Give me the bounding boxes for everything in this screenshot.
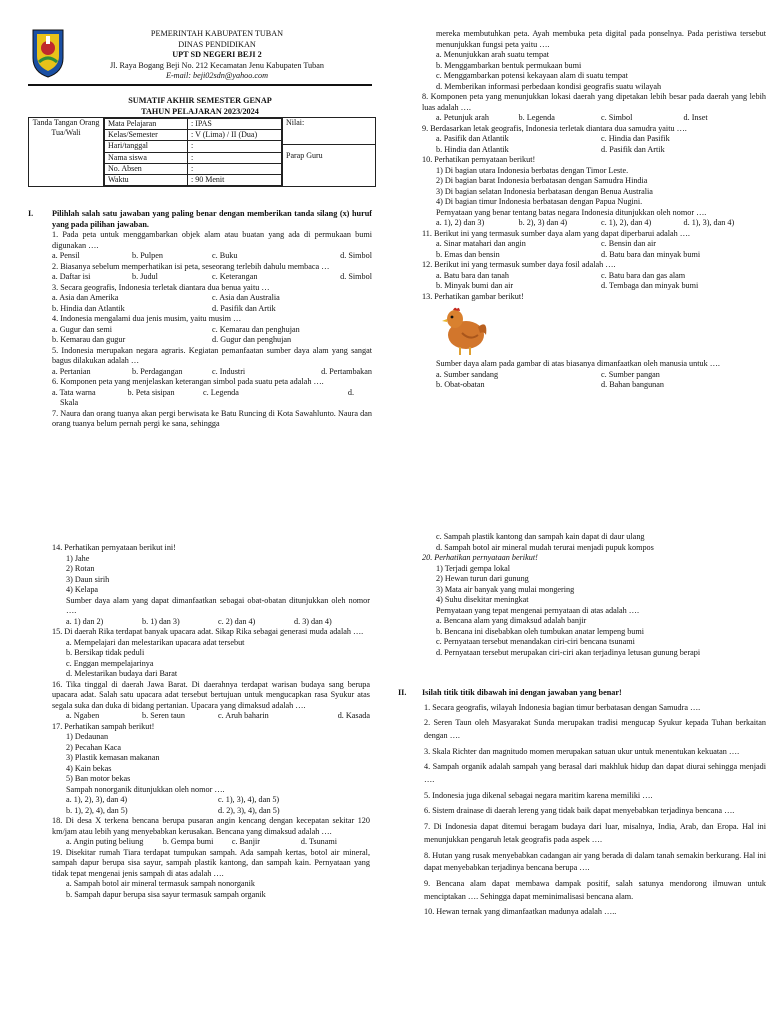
statement: 1) Terjadi gempa lokal <box>436 563 511 573</box>
option[interactable]: c. Menggambarkan potensi kekayaan alam di suatu tempat <box>436 71 628 80</box>
q17-prompt: Sampah nonorganik ditunjukkan oleh nomor …. <box>66 784 225 794</box>
q15-options <box>52 638 370 680</box>
q20-prompt: Pernyataan yang tepat mengenai pernyataan di atas adalah …. <box>436 605 640 615</box>
question-4: 4. Indonesia mengalami dua jenis musim, yaitu musim … <box>52 314 242 323</box>
question-7-continued: mereka membutuhkan peta. Ayah membuka peta digital pada ponselnya. Pada peristiwa tersebut menunjukkan fungsi peta yaitu …. <box>436 29 766 49</box>
option[interactable]: b. Seren taun <box>142 711 185 720</box>
question-11: 11. Berikut ini yang termasuk sumber daya alam yang dapat diperbarui adalah …. <box>422 228 690 238</box>
section-1-number: I. <box>28 209 34 218</box>
option[interactable]: b. Legenda <box>518 113 555 122</box>
option[interactable]: a. Angin puting beliung <box>66 837 144 846</box>
essay-item: 10. Hewan ternak yang dimanfaatkan madunya adalah ….. <box>424 907 617 917</box>
info-fields <box>104 118 282 186</box>
q18-options <box>52 837 370 848</box>
q19-options-continued <box>422 532 766 553</box>
q9-options <box>422 134 766 145</box>
option[interactable]: a. 1), 2), 3), dan 4) <box>66 795 128 804</box>
section-1-title: Pilihlah salah satu jawaban yang paling benar dengan memberikan tanda silang (x) huruf yang pada pilihan jawaban. <box>52 209 372 229</box>
q20-options <box>422 616 766 658</box>
option[interactable]: d. Bahan bangunan <box>601 380 664 389</box>
q19-options <box>52 879 370 900</box>
statement: 4) Kelapa <box>66 585 99 594</box>
q4-options <box>52 325 372 336</box>
option[interactable]: a. Mempelajari dan melestarikan upacara adat tersebut <box>66 637 245 647</box>
score-box: Nilai: <box>283 118 375 145</box>
option[interactable]: c. Keterangan <box>212 272 258 281</box>
option[interactable]: d. Tsunami <box>300 837 338 846</box>
option[interactable]: d. Batu bara dan minyak bumi <box>601 249 701 259</box>
q17-options <box>52 795 370 806</box>
option[interactable]: d. Gugur dan penghujan <box>212 335 292 344</box>
option[interactable]: a. Gugur dan semi <box>52 324 113 334</box>
option[interactable]: b. Menggambarkan bentuk permukaan bumi <box>436 60 582 70</box>
essay-item: 3. Skala Richter dan magnitudo momen merupakan satuan ukur untuk menentukan kekuatan …. <box>424 746 740 756</box>
option[interactable]: a. Pensil <box>52 251 80 260</box>
option[interactable]: b. Gempa bumi <box>162 837 214 846</box>
option[interactable]: c. Legenda <box>203 387 239 397</box>
field-label: Kelas/Semester <box>105 130 188 141</box>
question-14: 14. Perhatikan pernyataan berikut ini! <box>52 543 176 552</box>
q14-prompt: Sumber daya alam yang dapat dimanfaatkan sebagai obat-obatan ditunjukkan oleh nomor …. <box>66 595 370 615</box>
statement: 2) Pecahan Kaca <box>66 742 122 752</box>
option[interactable]: a. Pertanian <box>52 366 91 376</box>
option[interactable]: a. Pasifik dan Atlantik <box>436 134 509 143</box>
field-label: Hari/tanggal <box>105 141 188 152</box>
option[interactable]: d. 2), 3), 4), dan 5) <box>218 805 280 815</box>
question-20: 20. Perhatikan pernyataan berikut! <box>422 553 538 562</box>
option[interactable]: a. Batu bara dan tanah <box>436 270 509 280</box>
field-label: Mata Pelajaran <box>105 119 188 130</box>
q17-statements <box>52 732 370 785</box>
q10-prompt: Pernyataan yang benar tentang batas negara Indonesia ditunjukkan oleh nomor …. <box>436 207 707 217</box>
question-17: 17. Perhatikan sampah berikut! <box>52 721 155 731</box>
parent-signature-cell: Tanda Tangan Orang Tua/Wali <box>29 118 104 187</box>
option[interactable]: c. Bensin dan air <box>601 239 657 248</box>
option[interactable]: b. Emas dan bensin <box>436 249 500 259</box>
statement: 3) Daun sirih <box>66 574 110 584</box>
option[interactable]: b. 1) dan 3) <box>142 616 180 626</box>
regency-emblem-icon <box>31 28 65 78</box>
teacher-initial-box: Parap Guru <box>286 151 323 160</box>
option[interactable]: a. 1), 2) dan 3) <box>436 218 485 227</box>
q20-statements <box>422 564 766 606</box>
field-value: : V (Lima) / II (Dua) <box>188 130 282 141</box>
essay-questions <box>398 702 766 920</box>
header-line-1: PEMERINTAH KABUPATEN TUBAN <box>150 29 284 38</box>
q13-prompt: Sumber daya alam pada gambar di atas biasanya dimanfaatkan oleh manusia untuk …. <box>436 359 720 368</box>
option[interactable]: c. 1), 2), dan 4) <box>601 218 652 227</box>
question-18: 18. Di desa X terkena bencana berupa pusaran angin kencang dengan kecepatan sekitar 120 km/jam atau lebih yang menyebabkan kerusakan. Bencana yang dimaksud adalah …. <box>52 816 370 836</box>
option[interactable]: a. Sampah botol air mineral termasuk sampah nonorganik <box>66 879 256 888</box>
header-email: E-mail: beji02sdn@yahoo.com <box>165 71 269 80</box>
essay-item: 9. Bencana alam dapat membawa dampak positif, salah satunya mendorong ilmuwan untuk menciptakan …. Sehingga dapat meminimalisasi bencana alam. <box>424 878 766 901</box>
option[interactable]: d. 1), 3), dan 4) <box>683 218 735 227</box>
q2-options <box>52 272 372 283</box>
option[interactable]: b. Bersikap tidak peduli <box>66 648 145 657</box>
option[interactable]: d. Pasifik dan Artik <box>601 144 665 154</box>
page-2 <box>0 532 768 1024</box>
header-school: UPT SD NEGERI BEJI 2 <box>172 50 262 59</box>
option[interactable]: d. 3) dan 4) <box>294 616 332 626</box>
essay-item: 4. Sampah organik adalah sampah yang berasal dari makhluk hidup dan dapat diurai sehingga menjadi …. <box>424 762 766 785</box>
statement: 5) Ban motor bekas <box>66 774 131 783</box>
essay-item: 6. Sistem drainase di daerah lereng yang tidak baik dapat menyebabkan terjadinya bencana …. <box>424 806 735 816</box>
q5-options <box>52 367 372 378</box>
option[interactable]: a. Sinar matahari dan angin <box>436 239 526 248</box>
exam-year: TAHUN PELAJARAN 2023/2024 <box>141 106 259 116</box>
statement: 3) Di bagian selatan Indonesia berbatasan dengan Benua Australia <box>436 186 653 196</box>
essay-item: 8. Hutan yang rusak menyebabkan cadangan air yang berada di dalam tanah semakin berkurang. Hal ini dapat menyebabkan terjadinya bencana berupa …. <box>424 850 766 873</box>
option[interactable]: b. Judul <box>132 272 158 281</box>
option[interactable]: c. Buku <box>212 251 238 260</box>
option[interactable]: c. Asia dan Australia <box>212 293 280 302</box>
statement: 1) Jahe <box>66 553 90 563</box>
q6-option-d-text[interactable]: Skala <box>60 398 79 407</box>
essay-item: 5. Indonesia juga dikenal sebagai negara maritim karena memiliki …. <box>424 790 653 800</box>
option[interactable]: b. Peta sisipan <box>127 387 175 397</box>
q3-options <box>52 293 372 304</box>
option[interactable]: b. Bencana ini disebabkan oleh tumbukan anatar lempeng bumi <box>436 626 645 636</box>
option[interactable]: d. Inset <box>683 113 708 122</box>
q10-options <box>422 218 766 229</box>
chicken-image <box>440 305 490 357</box>
option[interactable]: b. 2), 3) dan 4) <box>518 218 568 227</box>
question-7: 7. Naura dan orang tuanya akan pergi berwisata ke Batu Runcing di Kota Sawahlunto. Naura dan orang tuanya belum pernah pergi ke sana, sehingga <box>52 408 372 428</box>
option[interactable]: c. Hindia dan Pasifik <box>601 134 670 143</box>
question-13: 13. Perhatikan gambar berikut! <box>422 291 524 301</box>
option[interactable]: b. Hindia dan Atlantik <box>436 144 509 154</box>
q10-statements <box>422 166 766 208</box>
statement: 2) Hewan turun dari gunung <box>436 574 529 583</box>
field-label: Waktu <box>105 175 188 186</box>
field-value: : <box>188 141 282 152</box>
q8-options <box>422 113 766 124</box>
option[interactable]: b. Kemarau dan gugur <box>52 335 126 344</box>
option[interactable]: a. Menunjukkan arah suatu tempat <box>436 50 549 59</box>
field-value: : IPAS <box>188 119 282 130</box>
option[interactable]: b. Obat-obatan <box>436 380 485 389</box>
q12-options <box>422 271 766 282</box>
option[interactable]: a. Asia dan Amerika <box>52 293 119 302</box>
statement: 1) Di bagian utara Indonesia berbatas dengan Timor Leste. <box>436 165 629 175</box>
statement: 1) Dedaunan <box>66 732 109 741</box>
question-10: 10. Perhatikan pernyataan berikut! <box>422 155 536 164</box>
option[interactable]: c. Pernyataan tersebut menandakan ciri-ciri bencana tsunami <box>436 637 635 646</box>
statement: 4) Kain bekas <box>66 763 112 773</box>
statement: 2) Rotan <box>66 564 95 573</box>
q1-options <box>52 251 372 262</box>
option[interactable]: a. Sumber sandang <box>436 369 499 379</box>
field-value: : <box>188 163 282 174</box>
option[interactable]: d. Melestarikan budaya dari Barat <box>66 669 178 678</box>
question-12: 12. Berikut ini yang termasuk sumber daya fosil adalah …. <box>422 260 616 269</box>
option[interactable]: d. Tembaga dan minyak bumi <box>601 281 699 290</box>
option[interactable]: b. Perdagangan <box>132 366 183 376</box>
question-8: 8. Komponen peta yang menunjukkan lokasi daerah yang dipetakan lebih besar pada daerah yang lebih luas adalah …. <box>422 92 766 112</box>
statement: 2) Di bagian barat Indonesia berbatasan dengan Samudra Hindia <box>436 176 648 185</box>
option[interactable]: c. Sumber pangan <box>601 369 660 379</box>
question-1: 1. Pada peta untuk menggambarkan objek alam atau buatan yang ada di permukaan bumi digunakan …. <box>52 230 372 250</box>
essay-item: 2. Seren Taun oleh Masyarakat Sunda merupakan tradisi mengucap Syukur kepada Tuhan berkaitan dengan …. <box>424 718 766 740</box>
option[interactable]: d. Memberikan informasi perbedaan kondisi geografis suatu wilayah <box>436 81 662 91</box>
exam-title: SUMATIF AKHIR SEMESTER GENAP <box>128 96 272 105</box>
statement: 4) Di bagian timur Indonesia berbatasan dengan Papua Nugini. <box>436 197 643 206</box>
q14-statements <box>52 554 370 596</box>
option[interactable]: d. Pernyataan tersebut merupakan ciri-ciri akan terjadinya letusan gunung berapi <box>436 647 701 657</box>
question-15: 15. Di daerah Rika terdapat banyak upacara adat. Sikap Rika sebagai generasi muda adalah …. <box>52 627 364 636</box>
question-5: 5. Indonesia merupakan negara agraris. Kegiatan pemanfaatan sumber daya alam yang sangat bagus dilakukan adalah … <box>52 345 372 365</box>
statement: 4) Suhu disekitar meningkat <box>436 595 529 604</box>
option[interactable]: d. Sampah botol air mineral mudah terurai menjadi pupuk kompos <box>436 542 654 552</box>
option[interactable]: a. Bencana alam yang dimaksud adalah banjir <box>436 616 587 625</box>
question-19: 19. Disekitar rumah Tiara terdapat tumpukan sampah. Ada sampah kertas, botol air mineral, sampah dapur berupa sisa sayur, sampah plastik kantong, dan sampah kain. Pernyataan yang tidak tepat mengenai jenis sampah di atas adalah …. <box>52 847 370 878</box>
option[interactable]: b. Minyak bumi dan air <box>436 281 514 290</box>
question-2: 2. Biasanya sebelum memperhatikan isi peta, seseorang terlebih dahulu membaca … <box>52 261 330 271</box>
option[interactable]: c. 1), 3), 4), dan 5) <box>218 795 280 804</box>
q13-options <box>422 370 766 381</box>
option[interactable]: c. Batu bara dan gas alam <box>601 270 686 280</box>
question-6: 6. Komponen peta yang menjelaskan keterangan simbol pada suatu peta adalah …. <box>52 377 324 386</box>
statement: 3) Plastik kemasan makanan <box>66 753 160 762</box>
q14-options <box>52 617 370 628</box>
option[interactable]: d. Simbol <box>340 272 372 281</box>
info-table <box>28 117 376 187</box>
essay-item: 1. Secara geografis, wilayah Indonesia bagian timur berbatasan dengan Samudra …. <box>424 702 701 712</box>
option[interactable]: c. Kemarau dan penghujan <box>212 324 300 334</box>
field-label: Nama siswa <box>105 152 188 163</box>
option[interactable]: c. Simbol <box>601 113 633 122</box>
option[interactable]: c. Sampah plastik kantong dan sampah kain dapat di daur ulang <box>436 532 645 541</box>
q16-options <box>52 711 370 722</box>
essay-item: 7. Di Indonesia dapat ditemui beragam budaya dari luar, misalnya, India, Arab, dan Eropa. Hal ini menunjukkan pengaruh letak geografis pada aspek …. <box>424 822 766 844</box>
option[interactable]: a. 1) dan 2) <box>66 616 104 626</box>
option[interactable]: a. Ngaben <box>66 711 100 720</box>
option[interactable]: d. <box>347 387 354 397</box>
option[interactable]: b. Sampah dapur berupa sisa sayur termasuk sampah organik <box>66 889 266 899</box>
question-3: 3. Secara geografis, Indonesia terletak diantara dua benua yaitu … <box>52 282 270 292</box>
option[interactable]: b. Hindia dan Atlantik <box>52 303 125 313</box>
field-value: : 90 Menit <box>188 175 282 186</box>
question-9: 9. Berdasarkan letak geografis, Indonesia terletak diantara dua samudra yaitu …. <box>422 123 687 133</box>
option[interactable]: d. Pasifik dan Artik <box>212 303 276 313</box>
q11-options <box>422 239 766 250</box>
statement: 3) Mata air banyak yang mulai mongering <box>436 584 575 594</box>
q6-options <box>52 388 372 399</box>
option[interactable]: d. Simbol <box>340 251 372 260</box>
option[interactable]: d. Kasada <box>337 711 370 720</box>
section-2-number: II. <box>398 688 407 697</box>
field-label: No. Absen <box>105 163 188 174</box>
option[interactable]: c. 2) dan 4) <box>218 616 256 626</box>
header-address: Jl. Raya Bogang Beji No. 212 Kecamatan Jenu Kabupaten Tuban <box>110 60 324 70</box>
option[interactable]: b. Pulpen <box>132 251 163 260</box>
header-line-2: DINAS PENDIDIKAN <box>178 39 256 49</box>
option[interactable]: b. 1), 2), 4), dan 5) <box>66 805 128 815</box>
option[interactable]: c. Industri <box>212 366 246 376</box>
option[interactable]: a. Daftar isi <box>52 272 91 281</box>
question-16: 16. Tika tinggal di daerah Jawa Barat. Di daerahnya terdapat warisan budaya sang berupa upacara adat. Salah satu upacara adat tersebut bertujuan untuk mengucapkan rasa Syukur atas segala suka dan duka di bidang pertanian. Upacara yang dimaksud adalah …. <box>52 679 370 710</box>
q7-options <box>422 50 766 92</box>
field-value: : <box>188 152 282 163</box>
option[interactable]: c. Banjir <box>231 837 261 846</box>
option[interactable]: a. Petunjuk arah <box>436 113 489 122</box>
option[interactable]: a. Tata warna <box>52 387 96 397</box>
option[interactable]: c. Aruh baharin <box>218 711 269 720</box>
section-2-title: Isilah titik titik dibawah ini dengan jawaban yang benar! <box>422 688 622 697</box>
option[interactable]: c. Enggan mempelajarinya <box>66 658 154 668</box>
option[interactable]: d. Pertambakan <box>321 366 372 376</box>
